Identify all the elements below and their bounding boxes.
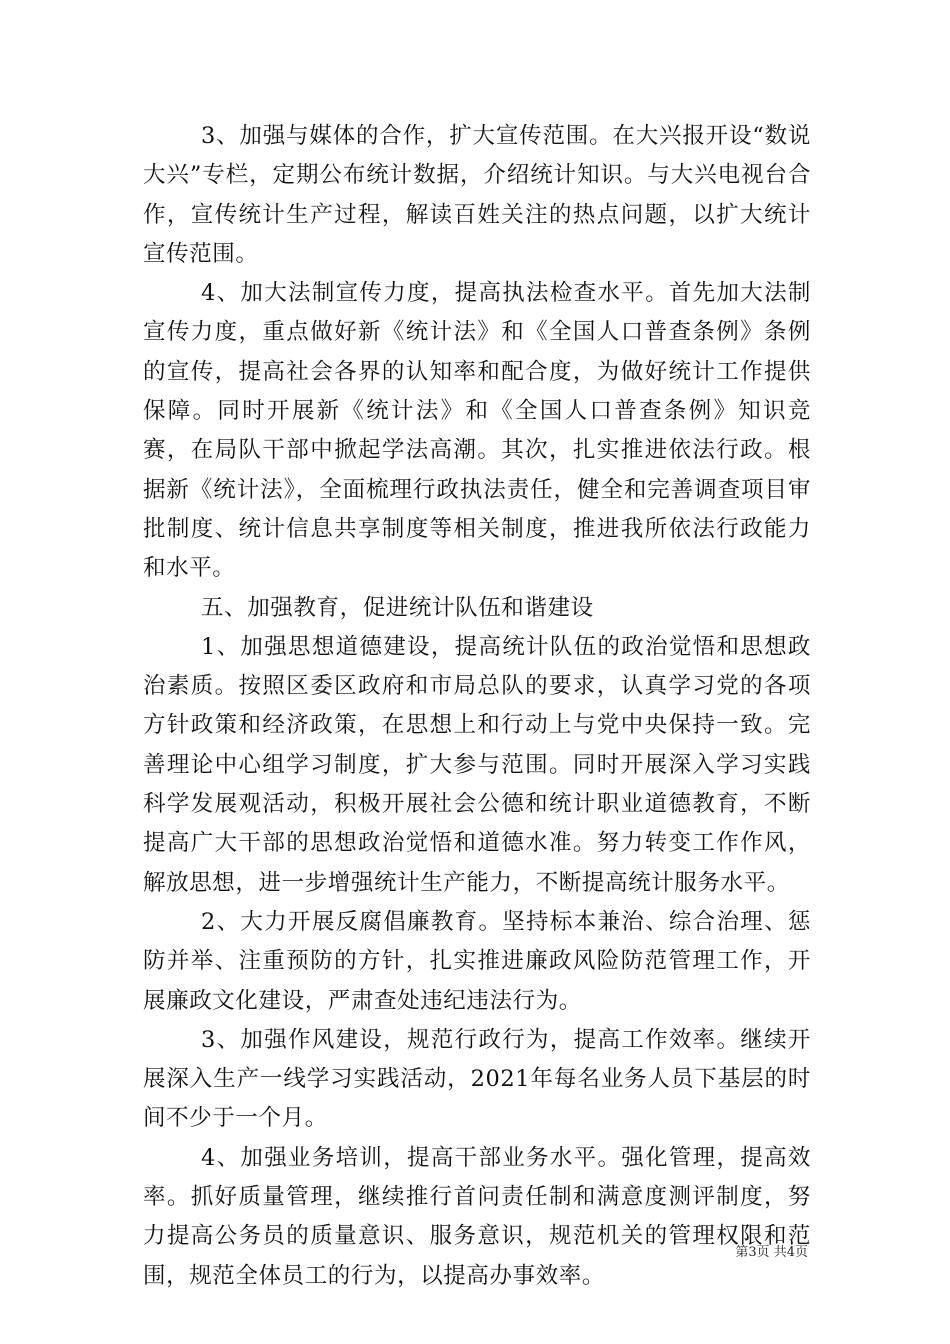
section-heading-education: 五、加强教育，促进统计队伍和谐建设 xyxy=(201,594,594,621)
paragraph-business-training: 4、加强业务培训，提高干部业务水平。强化管理，提高效率。抓好质量管理，继续推行首问责任制和满意度测评制度，努力提高公务员的质量意识、服务意识，规范机关的管理权限和范围，规范全体员工的行为，以提高办事效率。 xyxy=(143,1144,811,1289)
page-number-footer: 第3页 共4页 xyxy=(735,1245,808,1260)
paragraph-legal-publicity: 4、加大法制宣传力度，提高执法检查水平。首先加大法制宣传力度，重点做好新《统计法》和《全国人口普查条例》条例的宣传，提高社会各界的认知率和配合度，为做好统计工作提供保障。同时开展新《统计法》和《全国人口普查条例》知识竞赛，在局队干部中掀起学法高潮。其次，扎实推进依法行政。根据新《统计法》，全面梳理行政执法责任，健全和完善调查项目审批制度、统计信息共享制度等相关制度，推进我所依法行政能力和水平。 xyxy=(143,280,811,582)
paragraph-work-style: 3、加强作风建设，规范行政行为，提高工作效率。继续开展深入生产一线学习实践活动，2021年每名业务人员下基层的时间不少于一个月。 xyxy=(143,1026,811,1132)
paragraph-anti-corruption: 2、大力开展反腐倡廉教育。坚持标本兼治、综合治理、惩防并举、注重预防的方针，扎实推进廉政风险防范管理工作，开展廉政文化建设，严肃查处违纪违法行为。 xyxy=(143,908,811,1014)
document-body xyxy=(143,117,811,1296)
paragraph-media-cooperation: 3、加强与媒体的合作，扩大宣传范围。在大兴报开设“数说大兴”专栏，定期公布统计数据，介绍统计知识。与大兴电视台合作，宣传统计生产过程，解读百姓关注的热点问题，以扩大统计宣传范围。 xyxy=(143,123,811,267)
paragraph-ideological-building: 1、加强思想道德建设，提高统计队伍的政治觉悟和思想政治素质。按照区委区政府和市局总队的要求，认真学习党的各项方针政策和经济政策，在思想上和行动上与党中央保持一致。完善理论中心组学习制度，扩大参与范围。同时开展深入学习实践科学发展观活动，积极开展社会公德和统计职业道德教育，不断提高广大干部的思想政治觉悟和道德水准。努力转变工作作风，解放思想，进一步增强统计生产能力，不断提高统计服务水平。 xyxy=(143,633,811,896)
